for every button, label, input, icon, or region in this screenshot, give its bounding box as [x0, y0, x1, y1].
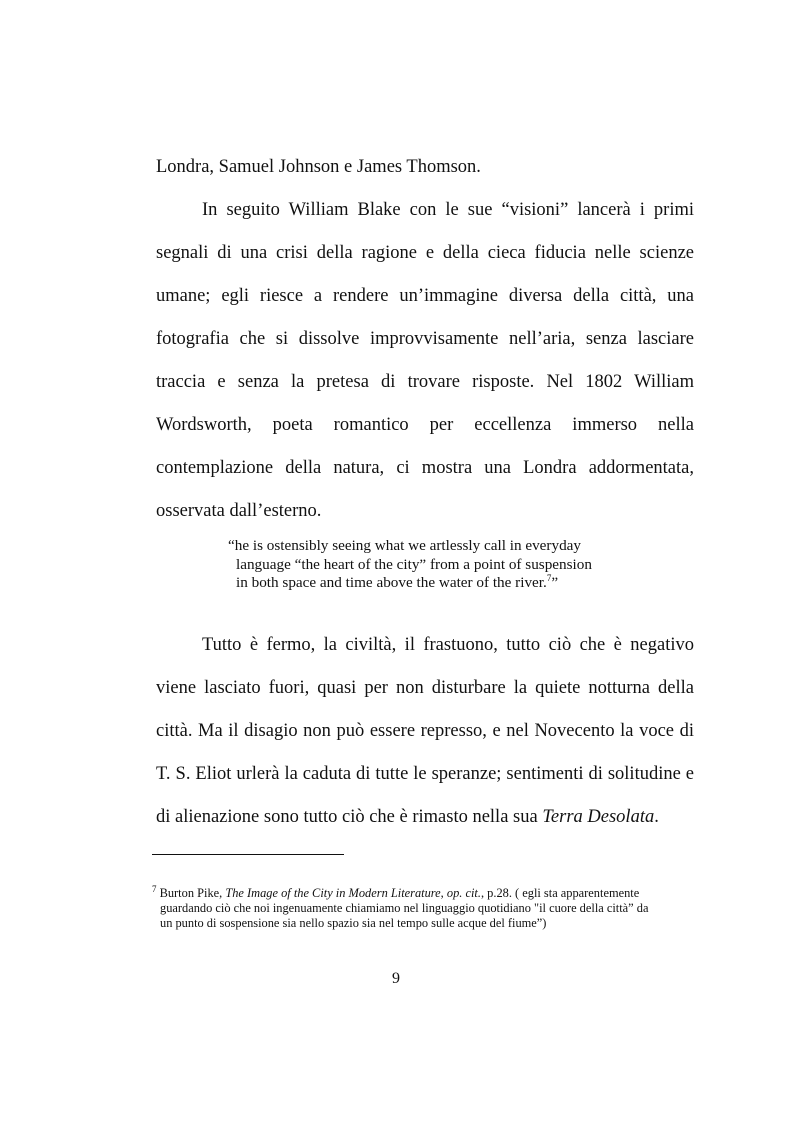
paragraph-tutto: [156, 624, 694, 839]
text-line: contemplazione della natura, ci mostra una Londra addormentata,: [156, 458, 694, 478]
paragraph-blake: [156, 189, 694, 533]
quote-line-last: [228, 574, 648, 593]
footnote-separator-text: ,: [440, 886, 447, 900]
quote-line: “he is ostensibly seeing what we artlessly call in everyday: [228, 537, 582, 554]
footnote-reference[interactable]: 7: [546, 572, 552, 583]
block-quote: [228, 537, 648, 593]
quote-line: language “the heart of the city” from a point of suspension: [236, 555, 592, 573]
footnote-op-cit: op. cit.: [446, 886, 481, 900]
quote-closing: ”: [551, 574, 559, 591]
text-line-last: [156, 796, 694, 839]
footnote-line: [152, 883, 697, 901]
footnote-book-title: The Image of the City in Modern Literature: [225, 886, 441, 900]
page-number: 9: [392, 970, 400, 987]
text-line: osservata dall’esterno.: [156, 501, 322, 521]
text-line: segnali di una crisi della ragione e della cieca fiducia nelle scienze: [156, 243, 694, 263]
footnote-line: guardando ciò che noi ingenuamente chiamiamo nel linguaggio quotidiano "il cuore della città” da: [160, 901, 649, 915]
text-line: In seguito William Blake con le sue “visioni” lancerà i primi: [202, 200, 694, 220]
text-fragment: .: [654, 807, 659, 827]
quote-text: in both space and time above the water of the river.: [236, 574, 547, 591]
footnote-number: 7: [152, 883, 157, 894]
text-line: umane; egli riesce a rendere un’immagine diversa della città, una: [156, 286, 694, 306]
footnote-separator: [152, 854, 344, 855]
text-line: viene lasciato fuori, quasi per non disturbare la quiete notturna della: [156, 678, 694, 698]
italic-title: Terra Desolata: [542, 807, 655, 827]
text-line: Wordsworth, poeta romantico per eccellenza immerso nella: [156, 415, 694, 435]
footnote-author: Burton Pike,: [156, 886, 226, 900]
footnote-line: un punto di sospensione sia nello spazio sia nel tempo sulle acque del fiume”): [160, 916, 547, 930]
text-line: Tutto è fermo, la civiltà, il frastuono, tutto ciò che è negativo: [202, 635, 694, 655]
text-line: traccia e senza la pretesa di trovare risposte. Nel 1802 William: [156, 372, 694, 392]
text-line: T. S. Eliot urlerà la caduta di tutte le speranze; sentimenti di solitudine e: [156, 764, 694, 784]
footnote: [152, 883, 697, 931]
text-fragment: di alienazione sono tutto ciò che è rimasto nella sua: [156, 807, 543, 827]
text-line: fotografia che si dissolve improvvisamente nell’aria, senza lasciare: [156, 329, 694, 349]
text-line: città. Ma il disagio non può essere represso, e nel Novecento la voce di: [156, 721, 694, 741]
footnote-rest: , p.28. ( egli sta apparentemente: [480, 886, 640, 900]
paragraph-continuation: [156, 146, 694, 189]
text-line: Londra, Samuel Johnson e James Thomson.: [156, 157, 481, 177]
